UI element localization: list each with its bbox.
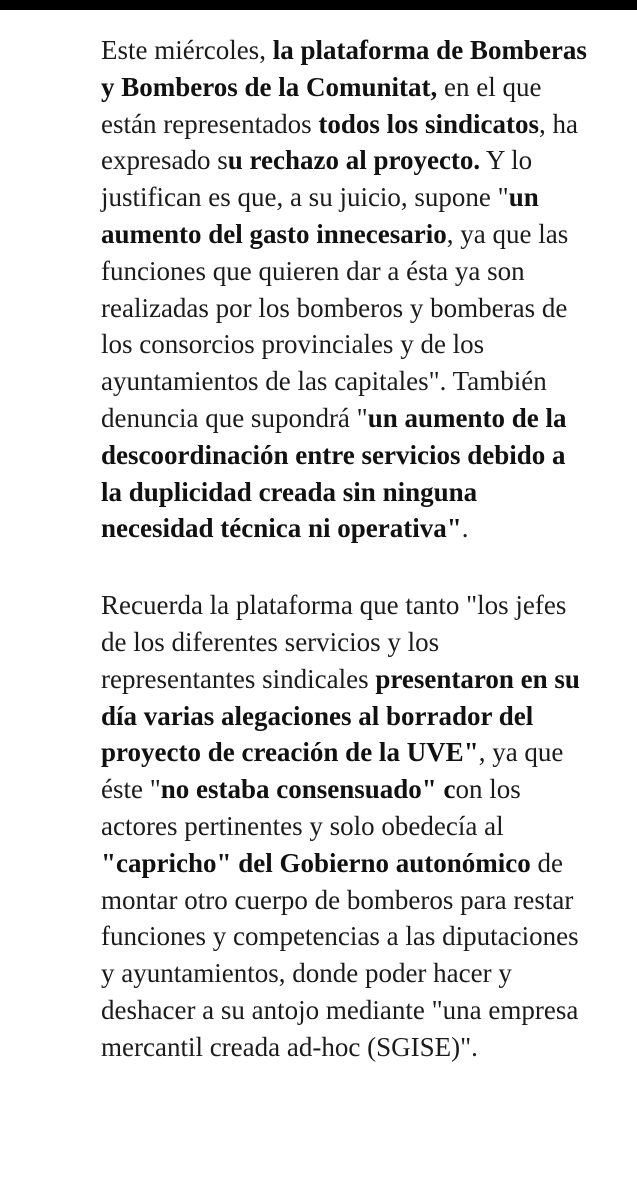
bold-text-run: todos los sindicatos: [318, 108, 539, 139]
bold-text-run: "capricho" del Gobierno autonómico: [101, 847, 531, 878]
text-run: , ya que éste ": [101, 737, 564, 805]
text-run: de montar otro cuerpo de bomberos para restar funciones y competencias a las diputaciones y ayuntamientos, donde poder hacer y deshacer a su antojo mediante "una empresa mercantil creada ad-hoc (SGISE)".: [101, 847, 579, 1062]
text-run: .: [461, 513, 469, 544]
bold-text-run: presentaron en su día varias alegaciones al borrador del proyecto de creación de la UVE": [101, 663, 580, 768]
bold-text-run: u rechazo al proyecto.: [227, 145, 481, 176]
text-run: Y lo justifican es que, a su juicio, supone ": [101, 145, 533, 213]
article-body: [101, 32, 631, 1066]
top-edge-bar: [0, 0, 637, 10]
article-paragraph-2: [101, 587, 631, 1065]
text-run: , ha expresado s: [101, 108, 578, 176]
bold-text-run: la plataforma de Bomberas y Bomberos de la Comunitat,: [101, 35, 587, 102]
text-run: Este miércoles,: [101, 35, 273, 65]
text-run: on los actores pertinentes y solo obedecía al: [101, 774, 521, 841]
text-run: en el que están representados: [101, 71, 542, 139]
text-run: , ya que las funciones que quieren dar a ésta ya son realizadas por los bomberos y bomberas de los consorcios provinciales y de los ayuntamientos de las capitales". También denuncia que supondrá ": [101, 218, 569, 433]
bold-text-run: no estaba consensuado" c: [160, 774, 456, 805]
text-run: Recuerda la plataforma que tanto "los jefes de los diferentes servicios y los representantes sindicales: [101, 590, 567, 694]
bold-text-run: un aumento del gasto innecesario: [101, 182, 539, 249]
article-paragraph-1: [101, 32, 631, 547]
bold-text-run: un aumento de la descoordinación entre servicios debido a la duplicidad creada sin ninguna necesidad técnica ni operativa": [101, 402, 567, 544]
